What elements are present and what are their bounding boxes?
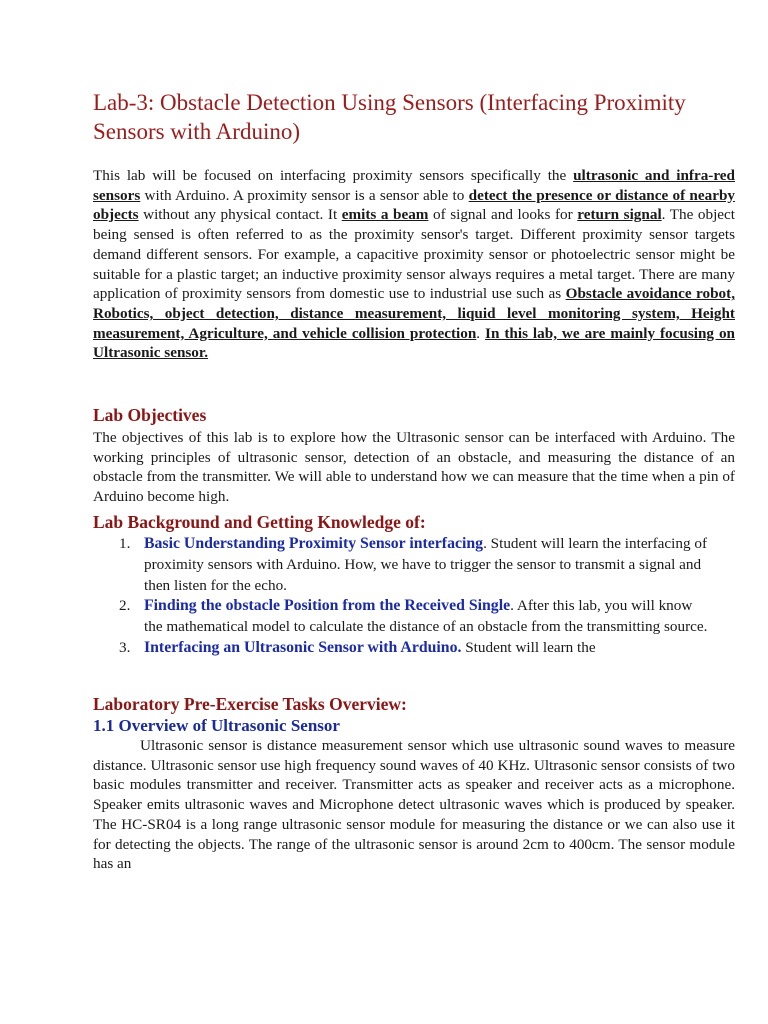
objectives-paragraph: The objectives of this lab is to explore how the Ultrasonic sensor can be interfaced with Arduino. The working principles of ultrasonic sensor, detection of an obstacle, and measuring the distance of an obstacle from the transmitter. We will able to understand how we can measure that the time when a pin of Arduino become high. <box>93 429 735 506</box>
page-title: Lab-3: Obstacle Detection Using Sensors (Interfacing Proximity Sensors with Arduino) <box>93 90 686 144</box>
intro-text: with Arduino. A proximity sensor is a sensor able to <box>140 186 469 204</box>
background-heading: Lab Background and Getting Knowledge of: <box>93 512 426 532</box>
emphasis: In this lab, we are mainly focusing on Ultrasonic sensor. <box>93 324 735 362</box>
emphasis: detect the presence or distance of nearby objects <box>93 186 735 224</box>
intro-text: This lab will be focused on interfacing proximity sensors specifically the <box>93 167 574 184</box>
list-item <box>93 534 714 596</box>
section-heading: 1.1 Overview of Ultrasonic Sensor <box>93 716 340 735</box>
list-item <box>93 638 714 659</box>
list-item-text: . After this lab, you will know the mathematical model to calculate the distance of an obstacle from the transmitting source. <box>144 597 708 636</box>
list-item-text: Student will learn the <box>461 638 596 656</box>
ultrasonic-paragraph: Ultrasonic sensor is distance measurement sensor which use ultrasonic sound waves to measure distance. Ultrasonic sensor use high frequency sound waves of 40 KHz. Ultrasonic sensor consists of two basic modules transmitter and receiver. Transmitter acts as speaker and receiver acts as a microphone. Speaker emits ultrasonic waves and Microphone detect ultrasonic waves which is produced by speaker. The HC-SR04 is a long range ultrasonic sensor module for measuring the distance or we can also use it for detecting the objects. The range of the ultrasonic sensor is around 2cm to 400cm. The sensor module has an <box>93 737 735 873</box>
emphasis: ultrasonic and infra-red sensors <box>93 167 735 204</box>
list-number: 1. <box>119 535 131 552</box>
list-number: 2. <box>119 597 131 615</box>
intro-text: . The object being sensed is often referred to as the proximity sensor's target. Different proximity sensor targets demand different sensors. For example, a capacitive proximity sensor or photoelectric sensor might be suitable for a plastic target; an inductive proximity sensor always requires a metal target. There are many application of proximity sensors from domestic use to industrial use such as <box>93 206 736 303</box>
intro-paragraph <box>93 166 735 363</box>
intro-text: without any physical contact. It <box>138 206 342 224</box>
pre-exercise-heading: Laboratory Pre-Exercise Tasks Overview: <box>93 694 407 714</box>
list-item-title: Basic Understanding Proximity Sensor interfacing <box>144 535 484 552</box>
list-item-text: . Student will learn the interfacing of proximity sensors with Arduino. How, we have to trigger the sensor to transmit a signal and then listen for the echo. <box>144 535 708 594</box>
background-list <box>93 534 735 659</box>
list-item <box>93 596 714 638</box>
intro-text: . <box>476 324 486 342</box>
emphasis: emits a beam <box>341 206 429 224</box>
list-item-title: Finding the obstacle Position from the Received Single <box>144 597 511 615</box>
objectives-heading: Lab Objectives <box>93 405 207 425</box>
list-item-title: Interfacing an Ultrasonic Sensor with Arduino. <box>144 638 462 656</box>
emphasis: return signal <box>577 206 662 224</box>
emphasis: Obstacle avoidance robot, Robotics, object detection, distance measurement, liquid level monitoring system, Height measurement, Agriculture, and vehicle collision protection <box>93 285 736 342</box>
intro-text: of signal and looks for <box>428 206 578 224</box>
list-number: 3. <box>119 638 131 656</box>
